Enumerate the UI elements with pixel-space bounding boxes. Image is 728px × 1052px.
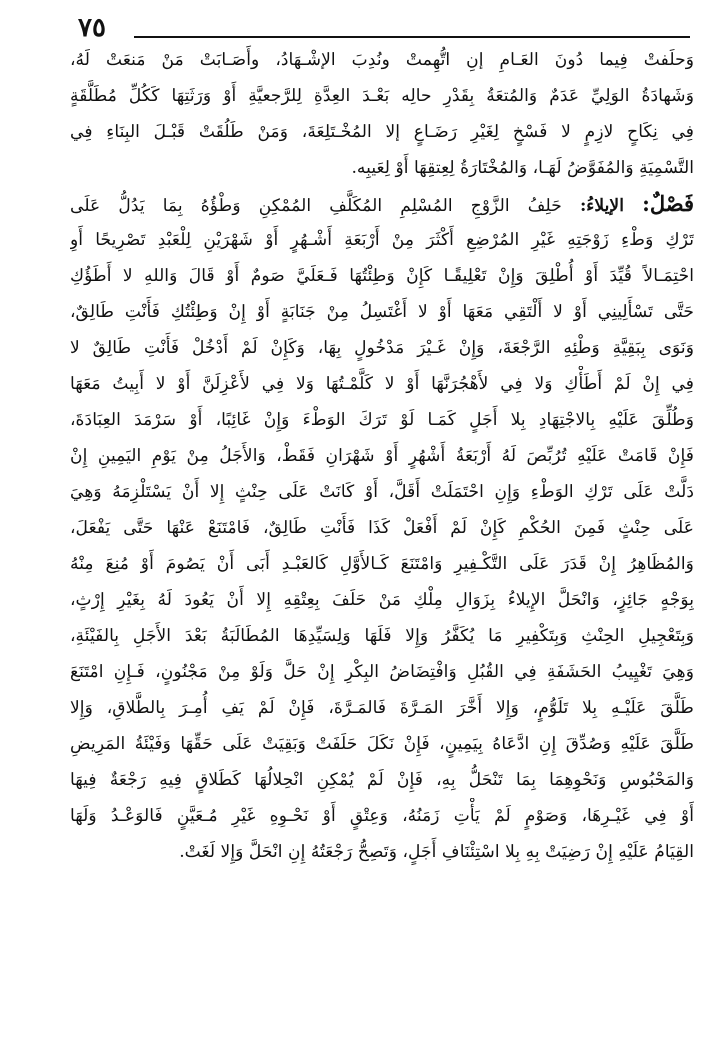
section-title: الإيلاءُ: (579, 196, 624, 216)
text-line: وَطُلِّقَ عَلَيْهِ بِالاجْتِهَادِ بِلا أَجَلٍ كَمَـا لَوْ تَرَكَ الوَطْءَ وَإِنْ غَائِبًا، أَوْ سَرْمَدَ العِبَادَةَ، (70, 410, 694, 430)
text-line: بِوَجْهٍ جَائِزٍ، وَانْحَلَّ الإِيلاءُ بِزَوَالِ مِلْكِ مَنْ حَلَفَ بِعِتْقِهِ إِلا أَنْ يَعُودَ لَهُ بِغَيْرِ إِرْثٍ، (70, 590, 694, 610)
page-number: ٧٥ (78, 13, 106, 43)
text-line: وَالمَحْبُوسِ وَنَحْوِهِمَا بِمَا تَنْحَلُّ بِهِ، فَإِنْ لَمْ يُمْكِنِ انْحِلالُهَا كَطَلاقٍ فِيهِ رَجْعَةٌ فِيهَا (70, 770, 694, 790)
text-line: وَنَوَى بِبَقِيَّةِ وَطْئِهِ الرَّجْعَةَ، وَإِنْ غَـيْرَ مَدْخُولٍ بِهَا، وَكَإِنْ لَمْ أَدْخُلْ فَأَنْتِ طَالِقٌ لا (70, 338, 694, 358)
text-line: وَالمُظَاهِرُ إِنْ قَدَرَ عَلَى التَّكْـفِيرِ وَامْتَنَعَ كَـالأَوَّلِ كَالعَبْـدِ أَبَى أَنْ يَصُومَ أَوْ مُنِعَ مِنْهُ (70, 554, 694, 574)
text-line: وَشَهادَةُ الوَلِيِّ عَدَمٌ وَالمُتعَةُ بِقَدْرِ حالِه بَعْـدَ العِدَّةِ لِلرَّجعيَّةِ أَوْ وَرَثَتِهَا كَكُلِّ مُطَلَّقَةٍ (70, 86, 694, 106)
text-line: وَحلَفتْ فِيما دُونَ العَـامِ إنِ اتُّهِمتْ ونُدِبَ الإشْـهَادُ، وأَصَـابَتْ مَنْ مَنعَتْ لَهُ، (70, 50, 694, 70)
section-ila (70, 186, 694, 870)
text-line: طَلَّقَ عَلَيْهِ وَصُدِّقَ إِنِ ادَّعَاهُ بِيَمِينٍ، فَإِنْ نَكَلَ حَلَفَتْ وَبَقِيَتْ عَلَى حَقِّهَا وَفَيْئَةُ المَرِيضِ (70, 734, 694, 754)
text-line: حَتَّى تَسْأَلِينِي أَوْ لا أَلْتَقِي مَعَهَا أَوْ لا أَغْتَسِلُ مِنْ جَنَابَةٍ أَوْ إِنْ وَطِئْتُكِ فَأَنْتِ طَالِقٌ، (70, 302, 694, 322)
text-line: التَّسْمِيَةِ وَالمُفَوَّضُ لَهَـا، وَالمُخْتَارَةُ لِعِتقِهَا أَوْ لِعَيبِه. (351, 158, 694, 178)
text-line: وَبِتَعْجِيلِ الحِنْثِ وَبِتَكْفِيرِ مَا يُكَفَّرُ وَإِلا فَلَهَا وَلِسَيِّدِهَا المُطَالَبَةُ بَعْدَ الأَجَلِ بِالفَيْئَةِ، (70, 626, 694, 646)
text-line: أَوْ فِي غَيْـرِهَا، وَصَوْمٍ لَمْ يَأْتِ زَمَنُهُ، وَعِتْقٍ أَوْ نَحْـوِهِ غَيْرِ مُـعَيَّنٍ فَالوَعْـدُ وَلَهَا (70, 806, 694, 826)
text-line: وَهِيَ تَغْيِيبُ الحَشَفَةِ فِي القُبُلِ وَافْتِضَاضُ البِكْرِ إِنْ حَلَّ وَلَوْ مِنْ مَجْنُونٍ، فَـإِنِ امْتَنَعَ (70, 662, 694, 682)
section-first-line-text: حَلِفُ الزَّوْجِ المُسْلِمِ المُكَلَّفِ المُمْكِنِ وَطْؤُهُ بِمَا يَدُلُّ عَلَى (70, 196, 562, 216)
text-line: طَلَّقَ عَلَيْـهِ بِلا تَلَوُّمٍ، وَإِلا أَخَّرَ المَـرَّةَ فَالمَـرَّةَ، فَإِنْ لَمْ يَفِ أُمِـرَ بِالطَّلاقِ، وَإِلا (70, 698, 694, 718)
page-header (78, 14, 690, 44)
header-rule (134, 36, 690, 38)
section-first-line (70, 186, 694, 222)
text-line: فِي نِكَاحٍ لازِمٍ لا فَسْخٍ لِغَيْرِ رَضَـاعٍ إلا المُخْـتَلِعَةَ، وَمَنْ طَلُقَتْ قَبْـلَ البِنَاءِ فِي (70, 122, 694, 142)
text-line: دَلَّتْ عَلَى تَرْكِ الوَطْءِ وَإِنِ احْتَمَلَتْ أَقَلَّ، أَوْ كَانَتْ عَلَى حِنْثٍ إِلا أَنْ يَسْتَلْزِمَهُ وَهِيَ (70, 482, 694, 502)
page-body (70, 42, 694, 870)
text-line: القِيَامُ عَلَيْهِ إِنْ رَضِيَتْ بِهِ بِلا اسْتِئْنَافِ أَجَلٍ، وَتَصِحُّ رَجْعَتُهُ إِنِ انْحَلَّ وَإِلا لَغَتْ. (179, 842, 694, 862)
text-line: عَلَى حِنْثٍ فَمِنَ الحُكْمِ كَإِنْ لَمْ أَفْعَلْ كَذَا فَأَنْتِ طَالِقٌ، فَامْتَنَعْ عَنْهَا حَتَّى يَفْعَلَ، (70, 518, 694, 538)
text-line: فَإِنْ قَامَتْ عَلَيْهِ تُرُبِّصَ لَهُ أَرْبَعَةُ أَشْهُرٍ أَوْ شَهْرَانِ فَقَطْ، وَالأَجَلُ مِنْ يَوْمِ اليَمِينِ إِنْ (70, 446, 694, 466)
text-line: احْتِمَـالاً قُيِّدَ أَوْ أُطْلِقَ وَإِنْ تَعْلِيقًـا كَإِنْ وَطِئْتُهَا فَـعَلَيَّ صَومٌ أَوْ قَالَ وَاللهِ لا أَطَؤُكِ (70, 266, 694, 286)
paragraph-mutah (70, 42, 694, 186)
text-line: فِي إِنْ لَمْ أَطَأْكِ وَلا فِي لأَهْجُرَنَّهَا أَوْ لا كَلَّمْـتُهَا وَلا فِي لأَعْزِلَنَّ أَوْ لا أَبِيتُ مَعَهَا (70, 374, 694, 394)
section-heading: فَصْلٌ: (642, 191, 694, 216)
text-line: تَرْكِ وَطْءِ زَوْجَتِهِ غَيْرِ المُرْضِعِ أَكْثَرَ مِنْ أَرْبَعَةِ أَشْـهُرٍ أَوْ شَهْرَيْنِ لِلْعَبْدِ تَصْرِيحًا أَوِ (70, 230, 694, 250)
